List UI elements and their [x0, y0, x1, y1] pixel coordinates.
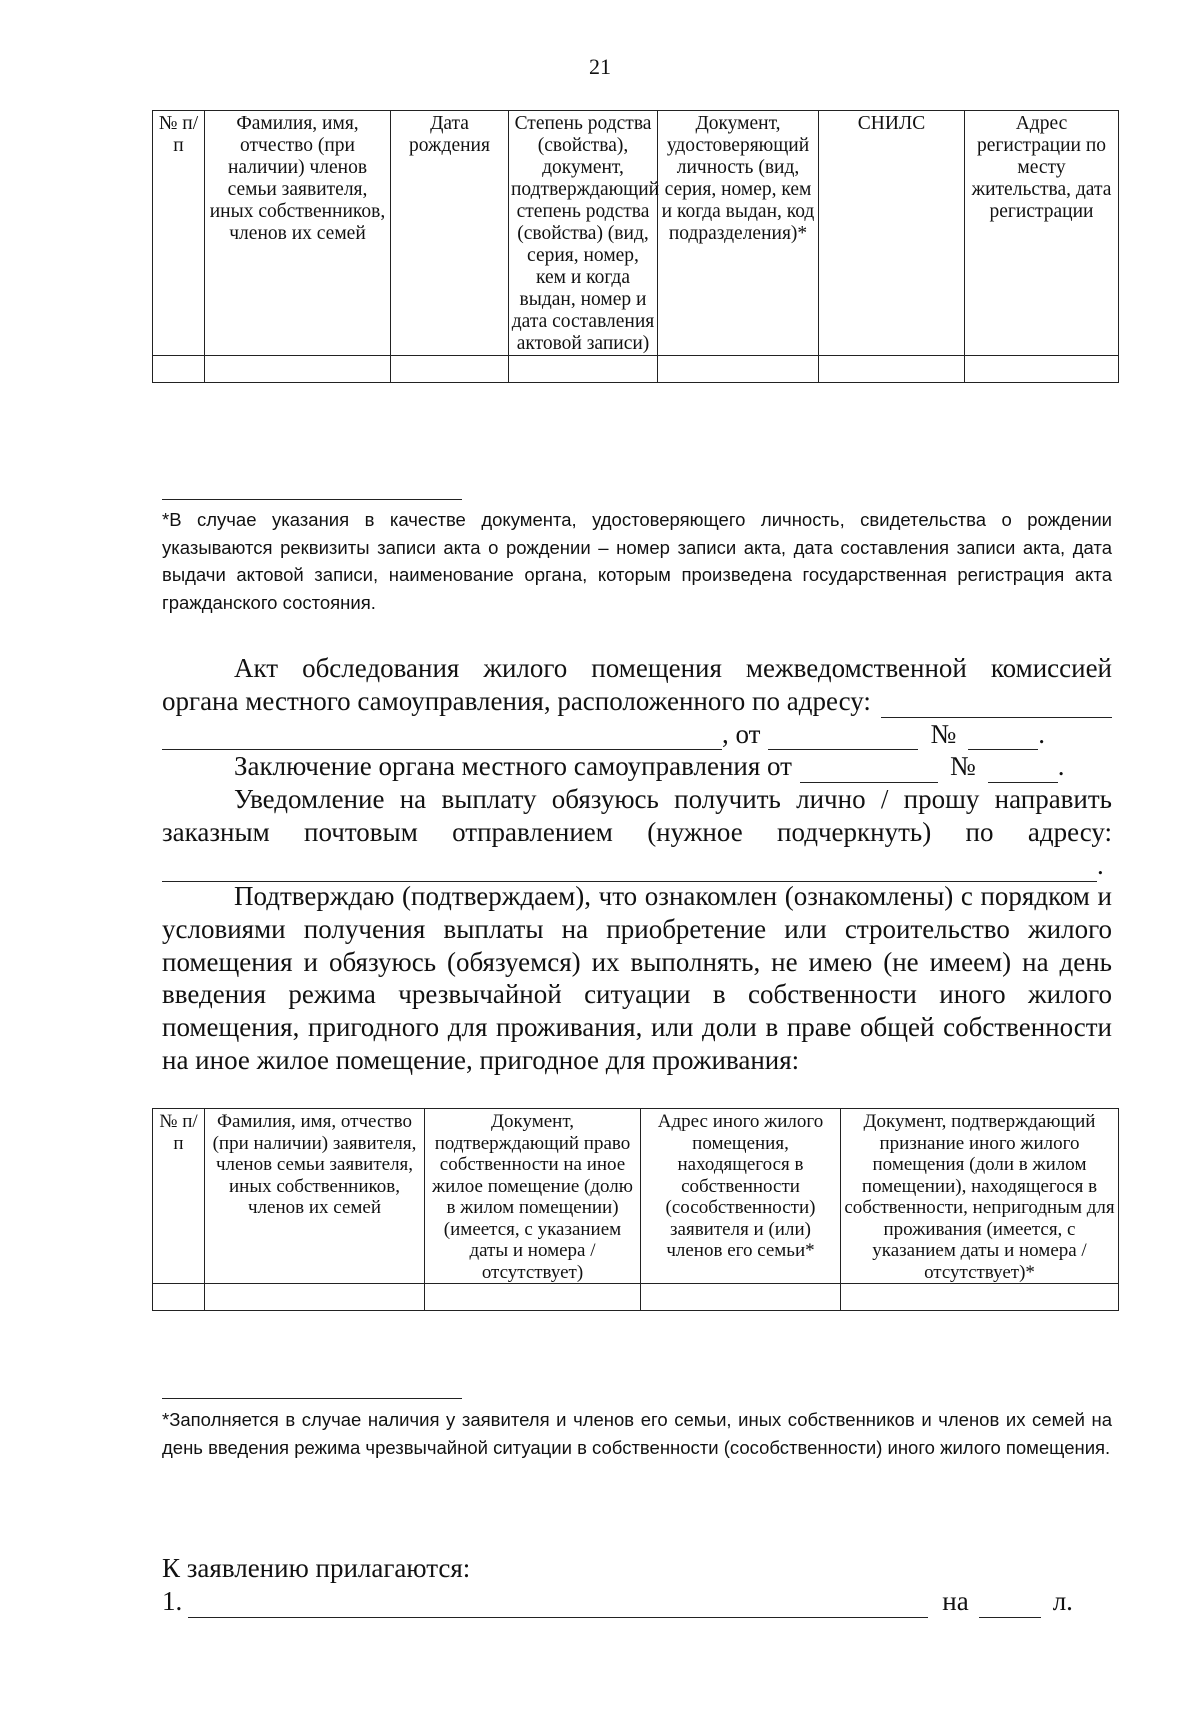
table-header-row — [153, 111, 1119, 356]
header-cell-registration-address: Адрес регистрации по месту жительства, дата регистрации — [965, 111, 1119, 356]
header-cell-snils: СНИЛС — [819, 111, 965, 356]
inspection-act-line2 — [162, 685, 1112, 718]
header-cell-ownership-document: Документ, подтверждающий право собственности на иное жилое помещение (долю в жилом помещении) (имеется, с указанием даты и номера / отсутствует) — [425, 1109, 641, 1284]
footnote-separator — [162, 1398, 462, 1399]
inspection-act-line3 — [162, 718, 1112, 751]
inspection-address-field-continued[interactable] — [162, 724, 722, 750]
table-cell[interactable] — [153, 356, 205, 383]
inspection-act-line1: Акт обследования жилого помещения межведомственной комиссией — [234, 653, 1112, 683]
confirmation-paragraph: Подтверждаю (подтверждаем), что ознакомлен (ознакомлены) с порядком и условиями получения выплаты на приобретение или строительство жилого помещения и обязуюсь (обязуемся) их выполнять, не имею (не имеем) на день введения режима чрезвычайной ситуации в собственности иного жилого помещения, пригодного для проживания, или доли в праве общей собственности на иное жилое помещение, пригодное для проживания: — [162, 881, 1112, 1075]
conclusion-number-sign: № — [949, 751, 976, 782]
attachments-block — [162, 1552, 1112, 1618]
table-cell[interactable] — [425, 1284, 641, 1311]
attachment-item — [162, 1585, 1112, 1618]
other-property-table — [152, 1108, 1119, 1311]
conclusion-number-field[interactable] — [988, 757, 1058, 783]
table-cell[interactable] — [658, 356, 819, 383]
header-cell-birth-date: Дата рождения — [391, 111, 509, 356]
attachment-name-field[interactable] — [188, 1592, 928, 1618]
family-members-table — [152, 110, 1119, 383]
table-cell[interactable] — [819, 356, 965, 383]
inspection-date-field[interactable] — [768, 724, 918, 750]
table-cell[interactable] — [641, 1284, 841, 1311]
header-cell-number: № п/п — [153, 111, 205, 356]
conclusion-end-dot: . — [1057, 751, 1065, 782]
header-cell-unfit-document: Документ, подтверждающий признание иного жилого помещения (доли в жилом помещении), находящегося в собственности, непригодным для проживания (имеется, с указанием даты и номера / отсутствует)* — [841, 1109, 1119, 1284]
notification-end-dot: . — [1097, 849, 1104, 880]
notification-address-line — [162, 849, 1112, 882]
table-cell[interactable] — [205, 1284, 425, 1311]
page-number: 21 — [589, 54, 611, 79]
table-cell[interactable] — [841, 1284, 1119, 1311]
attachment-sheets-field[interactable] — [979, 1592, 1041, 1618]
inspection-act-block — [162, 652, 1112, 882]
footnote-separator — [162, 499, 462, 500]
header-cell-number: № п/п — [153, 1109, 205, 1284]
inspection-number-field[interactable] — [968, 724, 1038, 750]
inspection-date-label: , от — [722, 718, 761, 749]
notification-address-field[interactable] — [162, 856, 1097, 882]
table-cell[interactable] — [965, 356, 1119, 383]
table-row — [153, 1284, 1119, 1311]
table-cell[interactable] — [391, 356, 509, 383]
attachment-item-number: 1. — [162, 1585, 183, 1616]
table-cell[interactable] — [153, 1284, 205, 1311]
attachments-title: К заявлению прилагаются: — [162, 1553, 471, 1583]
conclusion-line — [162, 750, 1112, 783]
table-row — [153, 356, 1119, 383]
attachment-sheets-label: л. — [1052, 1585, 1073, 1616]
inspection-act-address-label: органа местного самоуправления, расположенного по адресу: — [162, 685, 871, 716]
inspection-address-field[interactable] — [881, 692, 1112, 718]
footnote-identity-document: *В случае указания в качестве документа, удостоверяющего личность, свидетельства о рождении указываются реквизиты записи акта о рождении – номер записи акта, дата составления записи акта, дата выдачи актовой записи, наименование органа, которым произведена государственная регистрация акта гражданского состояния. — [162, 509, 1112, 613]
notification-text: Уведомление на выплату обязуюсь получить лично / прошу направить заказным почтовым отправлением (нужное подчеркнуть) по адресу: — [162, 784, 1112, 847]
header-cell-property-address: Адрес иного жилого помещения, находящегося в собственности (сособственности) заявителя и (или) членов его семьи* — [641, 1109, 841, 1284]
attachment-on-label: на — [942, 1585, 969, 1616]
header-cell-kinship: Степень родства (свойства), документ, подтверждающий степень родства (свойства) (вид, серия, номер, кем и когда выдан, номер и дата составления актовой записи) — [509, 111, 658, 356]
conclusion-date-field[interactable] — [800, 757, 938, 783]
footnote-other-property: *Заполняется в случае наличия у заявителя и членов его семьи, иных собственников и членов их семей на день введения режима чрезвычайной ситуации в собственности (сособственности) иного жилого помещения. — [162, 1409, 1112, 1458]
conclusion-label: Заключение органа местного самоуправления от — [234, 751, 792, 782]
table-cell[interactable] — [205, 356, 391, 383]
table-header-row — [153, 1109, 1119, 1284]
header-cell-full-name: Фамилия, имя, отчество (при наличии) членов семьи заявителя, иных собственников, членов их семей — [205, 111, 391, 356]
header-cell-full-name: Фамилия, имя, отчество (при наличии) заявителя, членов семьи заявителя, иных собственников, членов их семей — [205, 1109, 425, 1284]
inspection-number-sign: № — [930, 718, 957, 749]
header-cell-identity-document: Документ, удостоверяющий личность (вид, серия, номер, кем и когда выдан, код подразделения)* — [658, 111, 819, 356]
table-cell[interactable] — [509, 356, 658, 383]
inspection-end-dot: . — [1038, 718, 1045, 749]
